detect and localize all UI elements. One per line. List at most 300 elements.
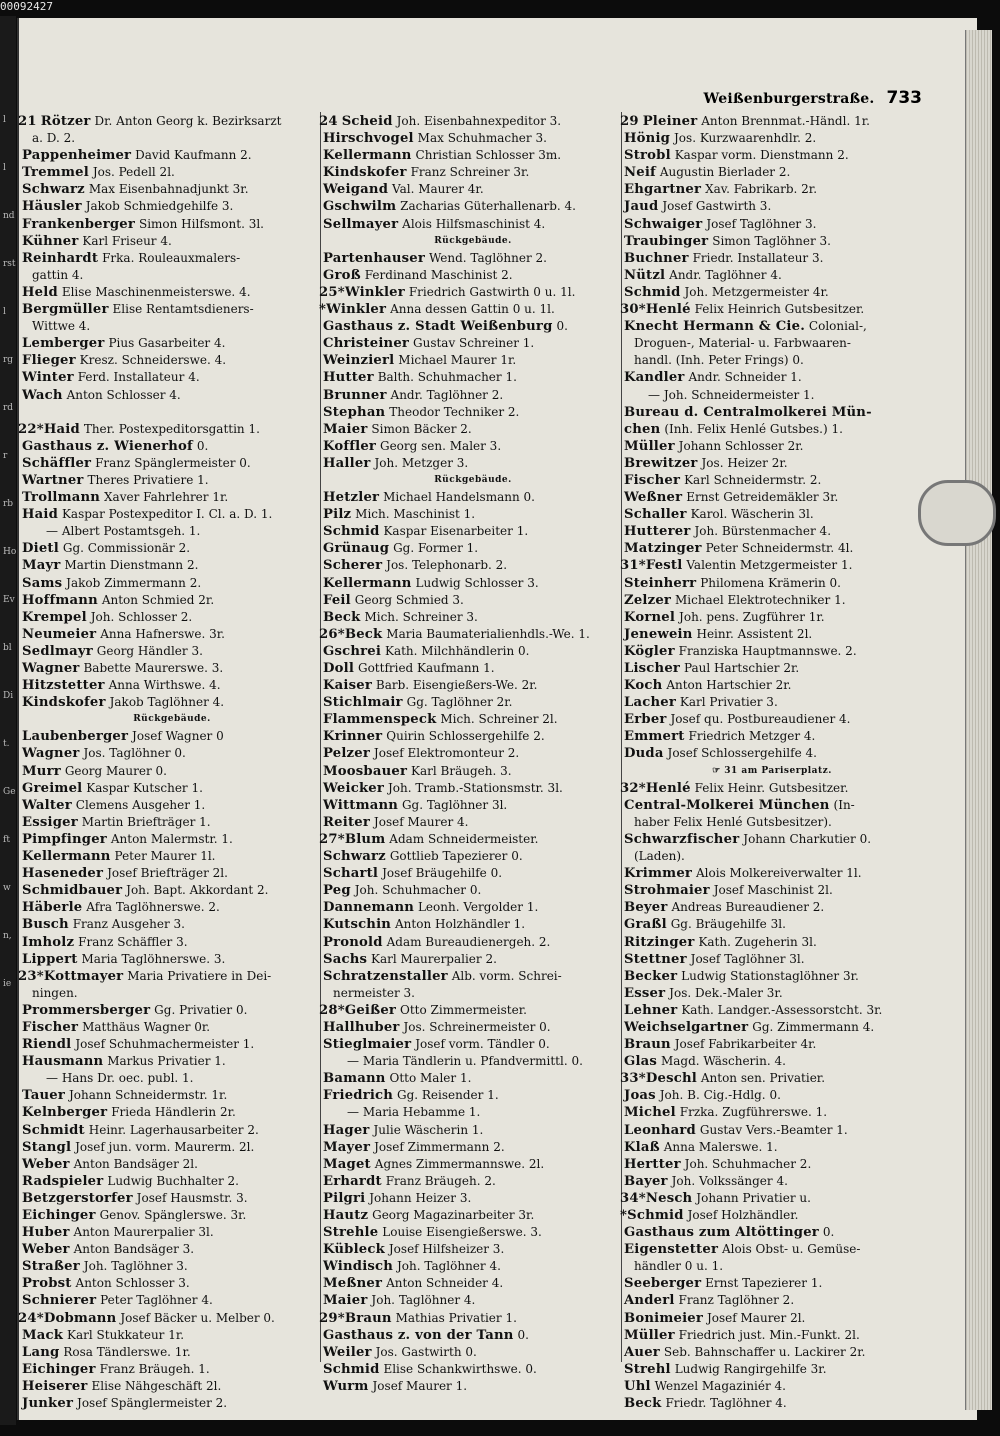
directory-entry: [624, 882, 920, 899]
directory-entry: [624, 216, 920, 233]
entry-continuation: [22, 130, 322, 147]
house-number: 21: [18, 114, 37, 129]
directory-entry: [624, 1241, 920, 1258]
directory-entry: [323, 130, 623, 147]
entry-detail: Augustin Bierlader 2.: [659, 165, 791, 180]
directory-entry: [624, 694, 920, 711]
resident-name: Kübleck: [323, 1242, 385, 1258]
entry-detail: David Kaufmann 2.: [135, 148, 252, 163]
entry-continuation: [323, 985, 623, 1002]
directory-entry: [624, 1173, 920, 1190]
house-number: 30*: [620, 302, 646, 318]
entry-detail: Clemens Ausgeher 1.: [75, 797, 206, 812]
left-page-fragment: Ho: [3, 547, 17, 557]
directory-entry: [624, 130, 920, 147]
resident-name: Trollmann: [22, 490, 101, 506]
entry-detail: Ludwig Rangirgehilfe 3r.: [674, 1361, 827, 1376]
directory-entry: [22, 1361, 322, 1378]
directory-entry: [323, 1258, 623, 1275]
resident-name: Fischer: [624, 472, 681, 488]
directory-entry: [624, 711, 920, 728]
directory-entry: [22, 387, 322, 404]
entry-detail: Otto Maler 1.: [389, 1071, 472, 1086]
directory-entry: [323, 1190, 623, 1207]
entry-continuation: [624, 335, 920, 352]
entry-detail: Joh. Metzger 3.: [374, 455, 469, 470]
sub-entry: [323, 1053, 623, 1070]
entry-detail: Friedrich just. Min.-Funkt. 2l.: [678, 1327, 860, 1342]
resident-name: Weicker: [323, 780, 385, 796]
resident-name: Strohmaier: [624, 883, 710, 899]
resident-name: Ehgartner: [624, 182, 702, 198]
directory-entry: [319, 301, 623, 318]
directory-entry: [624, 592, 920, 609]
resident-name: Duda: [624, 746, 664, 762]
entry-detail: Mathias Privatier 1.: [395, 1310, 517, 1325]
left-page-fragment: t.: [3, 739, 10, 749]
directory-entry: [22, 1122, 322, 1139]
resident-name: Fischer: [22, 1019, 79, 1035]
resident-name: Weßner: [624, 490, 683, 506]
entry-detail: Josef Fabrikarbeiter 4r.: [674, 1037, 817, 1052]
entry-detail: Kath. Milchhändlerin 0.: [384, 643, 530, 658]
resident-name: Kutschin: [323, 917, 392, 933]
entry-detail: Josef Maschinist 2l.: [713, 883, 833, 898]
entry-detail: Alb. vorm. Schrei-: [451, 968, 562, 983]
entry-detail: Friedrich Metzger 4.: [688, 729, 816, 744]
directory-entry: [323, 1241, 623, 1258]
entry-continuation: [624, 352, 920, 369]
resident-name: Stangl: [22, 1139, 72, 1155]
directory-entry: [624, 1019, 920, 1036]
directory-entry: [323, 643, 623, 660]
resident-name: Flieger: [22, 353, 76, 369]
directory-entry: [323, 164, 623, 181]
entry-detail: Michael Maurer 1r.: [398, 353, 517, 368]
directory-entry: [22, 301, 322, 318]
directory-entry: [22, 934, 322, 951]
resident-name: Sellmayer: [323, 216, 399, 232]
directory-entry: [624, 164, 920, 181]
directory-entry: [323, 1292, 623, 1309]
entry-detail: Colonial-,: [808, 319, 867, 334]
directory-entry: [620, 557, 920, 574]
resident-name: Jaud: [624, 199, 659, 215]
entry-detail: Otto Zimmermeister.: [400, 1002, 527, 1017]
directory-entry: [22, 899, 322, 916]
left-page-fragment: l: [3, 163, 6, 173]
entry-detail: Mich. Schreiner 2l.: [440, 712, 558, 727]
resident-name: Erhardt: [323, 1173, 382, 1189]
entry-detail: Anna dessen Gattin 0 u. 1l.: [390, 302, 555, 317]
entry-detail: Josef Zimmermann 2.: [374, 1139, 505, 1154]
entry-detail: Johann Privatier u.: [696, 1190, 811, 1205]
entry-detail: Josef vorm. Tändler 0.: [415, 1037, 550, 1052]
directory-entry: [323, 1139, 623, 1156]
left-page-fragment: bl: [3, 643, 12, 653]
entry-detail: 0.: [517, 1327, 529, 1342]
entry-detail: Agnes Zimmermannswe. 2l.: [374, 1156, 545, 1171]
entry-detail: Jos. Gastwirth 0.: [375, 1344, 477, 1359]
resident-name: Straßer: [22, 1259, 80, 1275]
directory-entry: [22, 1019, 322, 1036]
entry-detail: Josef Holzhändler.: [687, 1208, 799, 1222]
entry-detail: Jos. Kurzwaarenhdlr. 2.: [674, 131, 817, 146]
resident-name: Nützl: [624, 267, 666, 283]
resident-name: Radspieler: [22, 1173, 104, 1189]
entry-detail: Joh. pens. Zugführer 1r.: [679, 609, 825, 624]
directory-entry: [620, 1070, 920, 1087]
resident-name: Kühner: [22, 233, 79, 249]
resident-name: Gasthaus z. Wienerhof: [22, 438, 193, 454]
house-number: 34*: [620, 1190, 646, 1206]
directory-entry: [22, 233, 322, 250]
entry-detail: Alois Molkereiverwalter 1l.: [696, 866, 862, 881]
directory-entry: [22, 1053, 322, 1070]
directory-entry: [22, 369, 322, 386]
entry-detail: Gg. Taglöhner 3l.: [401, 797, 508, 812]
directory-entry: [624, 934, 920, 951]
entry-detail: händler 0 u. 1.: [634, 1259, 724, 1274]
resident-name: Dobmann: [43, 1310, 117, 1326]
entry-detail: Anton Maurerpalier 3l.: [73, 1225, 214, 1240]
entry-detail: Gg. Zimmermann 4.: [752, 1019, 875, 1034]
directory-entry: [624, 506, 920, 523]
resident-name: Pimpfinger: [22, 831, 107, 847]
resident-name: Knecht Hermann & Cie.: [624, 319, 805, 335]
entry-detail: Jakob Taglöhner 4.: [109, 695, 225, 710]
directory-entry: [624, 198, 920, 215]
directory-entry: [22, 489, 322, 506]
directory-entry: [22, 1378, 322, 1395]
directory-entry: [323, 711, 623, 728]
directory-entry: [22, 352, 322, 369]
entry-detail: Joh. Bapt. Akkordant 2.: [126, 883, 269, 898]
directory-entry: [22, 1207, 322, 1224]
resident-name: Bayer: [624, 1173, 668, 1189]
sub-entry: [22, 523, 322, 540]
entry-detail: — Joh. Schneidermeister 1.: [648, 387, 815, 402]
resident-name: Kandler: [624, 370, 685, 386]
entry-detail: gattin 4.: [32, 267, 84, 282]
directory-entry: [22, 575, 322, 592]
left-page-fragment: rb: [3, 499, 14, 509]
resident-name: Brunner: [323, 387, 387, 403]
resident-name: Held: [22, 284, 58, 300]
entry-detail: Heinr. Lagerhausarbeiter 2.: [88, 1122, 259, 1137]
entry-detail: Peter Maurer 1l.: [114, 849, 216, 864]
resident-name: Weigand: [323, 182, 389, 198]
resident-name: Anderl: [624, 1293, 675, 1309]
resident-name: Schratzenstaller: [323, 968, 448, 984]
directory-entry: [624, 643, 920, 660]
directory-entry: [323, 352, 623, 369]
directory-entry: [323, 1207, 623, 1224]
directory-entry: [620, 301, 920, 318]
directory-entry: [323, 1344, 623, 1361]
entry-detail: Joh. Taglöhner 3.: [83, 1259, 188, 1274]
house-number: 24: [319, 114, 338, 129]
entry-detail: Gustav Vers.-Beamter 1.: [699, 1122, 848, 1137]
directory-entry: [323, 609, 623, 626]
directory-entry: [624, 831, 920, 848]
directory-entry: [624, 1310, 920, 1327]
directory-entry: [22, 1241, 322, 1258]
resident-name: Haid: [43, 421, 80, 437]
resident-name: Bureau d. Centralmolkerei Mün-: [624, 404, 872, 420]
directory-entry: [22, 198, 322, 215]
resident-name: Schmid: [323, 524, 380, 540]
directory-entry: [323, 694, 623, 711]
entry-detail: Alois Obst- u. Gemüse-: [722, 1242, 861, 1257]
resident-name: Kögler: [624, 643, 675, 659]
resident-name: Kellermann: [323, 575, 412, 591]
resident-name: Schmid: [624, 284, 681, 300]
resident-name: Stettner: [624, 951, 687, 967]
section-heading: ☞ 31 am Pariserplatz.: [712, 765, 832, 776]
entry-detail: Karol. Wäscherin 3l.: [690, 507, 814, 522]
directory-entry: [18, 968, 322, 985]
resident-name: Wach: [22, 387, 63, 403]
resident-name: Schwarz: [22, 182, 85, 198]
resident-name: Peg: [323, 883, 351, 899]
entry-detail: Max Eisenbahnadjunkt 3r.: [88, 182, 249, 197]
directory-entry: [319, 284, 623, 301]
resident-name: Heiserer: [22, 1378, 88, 1394]
entry-detail: Seb. Bahnschaffer u. Lackirer 2r.: [663, 1344, 866, 1359]
street-title: Weißenburgerstraße.: [703, 91, 875, 107]
resident-name: Schmid: [323, 1361, 380, 1377]
resident-name: Friedrich: [323, 1088, 394, 1104]
directory-entry: [624, 1378, 920, 1395]
directory-entry: [22, 831, 322, 848]
resident-name: Gasthaus zum Altöttinger: [624, 1225, 819, 1241]
resident-name: Schäffler: [22, 455, 92, 471]
resident-name: Krinner: [323, 729, 383, 745]
directory-entry: [22, 916, 322, 933]
resident-name: Bamann: [323, 1071, 386, 1087]
section-heading: Rückgebäude.: [133, 714, 211, 725]
entry-detail: Martin Briefträger 1.: [81, 814, 211, 829]
resident-name: Meßner: [323, 1276, 383, 1292]
directory-entry: [22, 1156, 322, 1173]
resident-name: Beck: [624, 1396, 662, 1412]
directory-entry: [323, 1036, 623, 1053]
resident-name: Weiler: [323, 1344, 372, 1360]
entry-detail: Kaspar Postexpeditor I. Cl. a. D. 1.: [61, 507, 273, 522]
entry-detail: Genov. Spänglerswe. 3r.: [99, 1208, 247, 1222]
directory-entry: [323, 557, 623, 574]
directory-entry: [624, 369, 920, 386]
resident-name: Koch: [624, 678, 663, 694]
resident-name: Krempel: [22, 609, 87, 625]
resident-name: Henlé: [645, 302, 691, 318]
entry-detail: Xav. Fabrikarb. 2r.: [705, 182, 818, 197]
resident-name: Riendl: [22, 1037, 72, 1053]
entry-detail: Michael Handelsmann 0.: [383, 490, 535, 505]
entry-detail: Kresz. Schneiderswe. 4.: [79, 353, 227, 368]
entry-detail: Joh. Metzgermeister 4r.: [684, 284, 829, 299]
directory-entry: [22, 814, 322, 831]
directory-entry: [22, 1002, 322, 1019]
entry-detail: Anton Bandsäger 2l.: [73, 1156, 198, 1171]
resident-name: Strehl: [624, 1361, 671, 1377]
resident-name: Schartl: [323, 866, 379, 882]
resident-name: Hager: [323, 1122, 370, 1138]
house-number: 29*: [319, 1310, 345, 1326]
entry-detail: Anton Schneider 4.: [386, 1276, 504, 1291]
entry-detail: Anna Wirthswe. 4.: [108, 678, 221, 693]
directory-entry: [22, 284, 322, 301]
directory-entry: [22, 643, 322, 660]
directory-entry: [319, 831, 623, 848]
directory-entry: [22, 797, 322, 814]
resident-name: Sedlmayr: [22, 643, 93, 659]
directory-entry: [22, 250, 322, 267]
entry-detail: Gg. Taglöhner 2r.: [406, 695, 513, 710]
resident-name: Schwarzfischer: [624, 831, 740, 847]
entry-detail: Franz Taglöhner 2.: [678, 1293, 795, 1308]
resident-name: Mayr: [22, 558, 61, 574]
resident-name: Klaß: [624, 1139, 660, 1155]
directory-entry: [22, 540, 322, 557]
entry-detail: Xaver Fahrlehrer 1r.: [104, 490, 229, 505]
directory-column-2: [319, 113, 623, 1395]
directory-entry: [323, 934, 623, 951]
left-page-fragment: rd: [3, 403, 14, 413]
page-stack-edge: [965, 30, 992, 1410]
directory-entry: [323, 421, 623, 438]
house-number: 22*: [18, 421, 44, 437]
directory-entry: [624, 865, 920, 882]
directory-entry: [22, 1395, 322, 1412]
entry-detail: Wend. Taglöhner 2.: [428, 250, 547, 265]
directory-entry: [624, 1275, 920, 1292]
directory-entry: [323, 1173, 623, 1190]
directory-entry: [22, 694, 322, 711]
resident-name: Leonhard: [624, 1122, 696, 1138]
entry-continuation: [624, 848, 920, 865]
entry-detail: Karl Privatier 3.: [679, 695, 778, 710]
resident-name: Gasthaus z. von der Tann: [323, 1327, 514, 1343]
directory-entry: [22, 848, 322, 865]
resident-name: Greimel: [22, 780, 83, 796]
entry-detail: Elise Maschinenmeisterswe. 4.: [61, 284, 251, 299]
entry-detail: Dr. Anton Georg k. Bezirksarzt: [94, 114, 282, 128]
directory-entry: [323, 506, 623, 523]
resident-name: Henlé: [645, 780, 691, 796]
directory-entry: [323, 1224, 623, 1241]
directory-entry: [22, 1275, 322, 1292]
entry-detail: Wenzel Magaziniér 4.: [654, 1378, 786, 1393]
directory-entry: [22, 592, 322, 609]
left-page-fragment: l: [3, 307, 6, 317]
entry-detail: Paul Hartschier 2r.: [683, 661, 800, 675]
entry-detail: Ernst Tapezierer 1.: [705, 1276, 823, 1291]
resident-name: Mack: [22, 1327, 64, 1343]
entry-detail: Friedr. Installateur 3.: [692, 250, 824, 265]
resident-name: Haller: [323, 455, 371, 471]
resident-name: Partenhauser: [323, 250, 426, 266]
entry-detail: Felix Heinrich Gutsbesitzer.: [694, 302, 865, 317]
directory-entry: [624, 1156, 920, 1173]
directory-entry: [22, 728, 322, 745]
resident-name: Nesch: [645, 1190, 693, 1206]
directory-entry: [22, 335, 322, 352]
directory-entry: [323, 216, 623, 233]
entry-detail: Elise Schankwirthswe. 0.: [383, 1361, 537, 1376]
directory-entry: [22, 181, 322, 198]
entry-detail: Adam Bureaudienergeh. 2.: [386, 934, 551, 949]
entry-continuation: [22, 318, 322, 335]
entry-detail: 0.: [822, 1225, 835, 1240]
resident-name: Probst: [22, 1276, 72, 1292]
directory-entry: [323, 575, 623, 592]
left-page-fragment: nd: [3, 211, 15, 221]
entry-detail: Joh. Taglöhner 4.: [396, 1259, 501, 1274]
entry-detail: Jos. Taglöhner 0.: [83, 746, 186, 761]
directory-entry: [624, 455, 920, 472]
directory-entry: [620, 113, 920, 130]
resident-name: Essiger: [22, 814, 78, 830]
entry-detail: Kaspar Kutscher 1.: [86, 780, 203, 795]
directory-entry: [323, 540, 623, 557]
left-page-fragment: ft: [3, 835, 10, 845]
entry-detail: — Hans Dr. oec. publ. 1.: [46, 1071, 194, 1086]
entry-detail: Josef Gastwirth 3.: [662, 199, 772, 214]
section-heading: Rückgebäude.: [434, 235, 512, 246]
resident-name: Huber: [22, 1225, 70, 1241]
entry-detail: Franz Schäffler 3.: [78, 934, 188, 949]
entry-detail: Valentin Metzgermeister 1.: [686, 558, 853, 573]
resident-name: Lemberger: [22, 336, 105, 352]
resident-name: Doll: [323, 661, 355, 676]
entry-detail: Balth. Schuhmacher 1.: [377, 370, 517, 385]
resident-name: Geißer: [344, 1002, 397, 1018]
resident-name: Kelnberger: [22, 1105, 108, 1121]
directory-entry: [624, 899, 920, 916]
resident-name: Erber: [624, 712, 667, 728]
directory-entry: [18, 113, 322, 130]
entry-detail: Leonh. Vergolder 1.: [417, 900, 539, 915]
entry-detail: Anton Hartschier 2r.: [666, 678, 792, 693]
left-page-fragment: r: [3, 451, 8, 461]
entry-detail: Matthäus Wagner 0r.: [82, 1019, 211, 1034]
entry-detail: — Maria Tändlerin u. Pfandvermittl. 0.: [347, 1054, 583, 1069]
resident-name: Wartner: [22, 472, 84, 488]
directory-entry: [624, 1053, 920, 1070]
house-number: 33*: [620, 1071, 646, 1087]
entry-detail: Franz Bräugeh. 1.: [99, 1361, 210, 1376]
directory-entry: [624, 421, 920, 438]
resident-name: Lang: [22, 1344, 60, 1360]
entry-detail: Jos. Dek.-Maler 3r.: [669, 985, 783, 1000]
directory-entry: [319, 1002, 623, 1019]
entry-detail: Josef Taglöhner 3.: [706, 216, 817, 231]
resident-name: Weber: [22, 1242, 70, 1258]
resident-name: Tremmel: [22, 165, 89, 181]
directory-entry: [620, 1207, 920, 1224]
resident-name: Steinherr: [624, 575, 697, 591]
resident-name: Krimmer: [624, 866, 693, 882]
directory-entry: [620, 1190, 920, 1207]
resident-name: Pronold: [323, 934, 383, 950]
resident-name: Maier: [323, 1293, 368, 1309]
entry-detail: Andr. Taglöhner 4.: [669, 267, 782, 282]
entry-detail: Anna Malerswe. 1.: [663, 1139, 778, 1154]
resident-name: Hertter: [624, 1156, 681, 1172]
entry-detail: Anton Schlosser 3.: [75, 1276, 190, 1291]
